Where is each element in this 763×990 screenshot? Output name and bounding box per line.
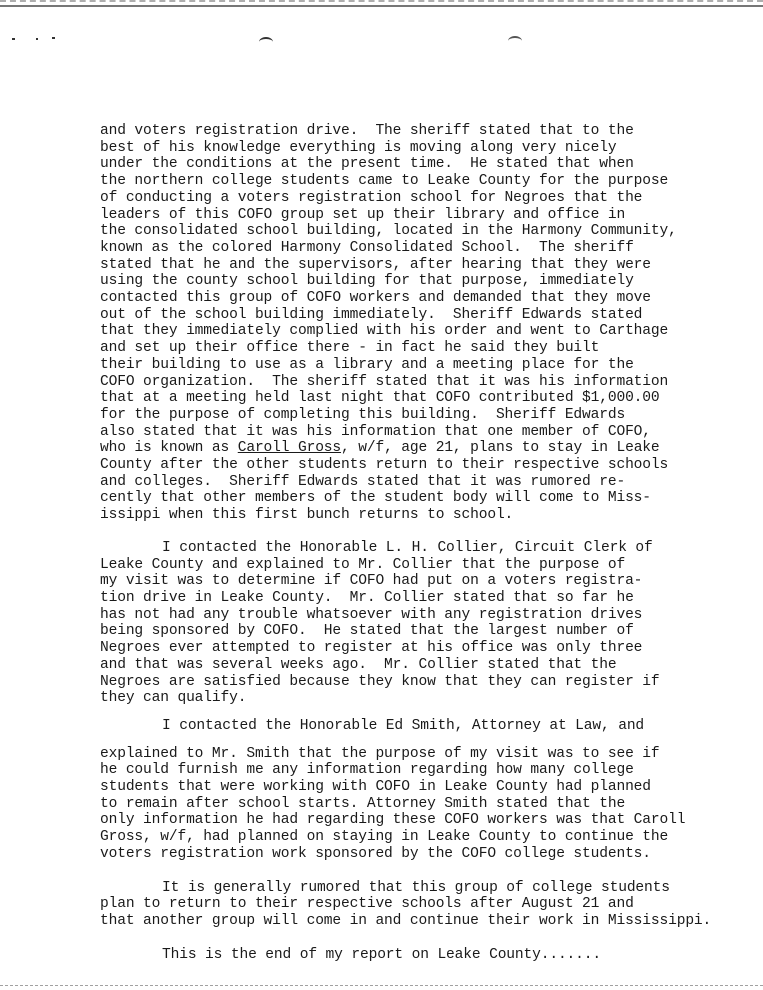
- text-fragment: who is known as: [100, 440, 238, 457]
- text-line: of conducting a voters registration school for Negroes that the: [100, 189, 643, 206]
- text-line: also stated that it was his information that one member of COFO,: [100, 423, 651, 440]
- binder-punch-mark-left: [259, 37, 273, 47]
- text-line: they can qualify.: [100, 690, 247, 707]
- scanned-page-bottom-edge: [0, 985, 763, 988]
- text-line: This is the end of my report on Leake County.......: [162, 946, 601, 963]
- text-line: It is generally rumored that this group of college students: [162, 879, 670, 896]
- text-line: students that were working with COFO in Leake County had planned: [100, 779, 651, 796]
- text-line: being sponsored by COFO. He stated that the largest number of: [100, 623, 634, 640]
- text-line: contacted this group of COFO workers and demanded that they move: [100, 290, 651, 307]
- report-page-body: [100, 123, 760, 963]
- paragraph-sheriff: [100, 123, 760, 524]
- text-line: I contacted the Honorable Ed Smith, Attorney at Law, and: [162, 717, 645, 734]
- scan-speck: [36, 38, 38, 40]
- text-line: County after the other students return to their respective schools: [100, 457, 669, 474]
- scan-speck: [52, 37, 55, 39]
- text-line: and that was several weeks ago. Mr. Collier stated that the: [100, 656, 617, 673]
- text-line: COFO organization. The sheriff stated that it was his information: [100, 373, 669, 390]
- paragraph-smith-intro: [100, 718, 760, 735]
- text-line: voters registration work sponsored by the COFO college students.: [100, 845, 651, 862]
- text-line: to remain after school starts. Attorney Smith stated that the: [100, 795, 626, 812]
- text-line: he could furnish me any information regarding how many college: [100, 762, 634, 779]
- text-line: Leake County and explained to Mr. Collier that the purpose of: [100, 556, 626, 573]
- text-line: plan to return to their respective schools after August 21 and: [100, 896, 634, 913]
- text-line: that at a meeting held last night that COFO contributed $1,000.00: [100, 390, 660, 407]
- text-line: out of the school building immediately. Sheriff Edwards stated: [100, 306, 643, 323]
- text-line: under the conditions at the present time. He stated that when: [100, 156, 634, 173]
- text-line: their building to use as a library and a meeting place for the: [100, 356, 634, 373]
- text-line: using the county school building for that purpose, immediately: [100, 273, 634, 290]
- paragraph-closing: [100, 947, 760, 964]
- text-line: has not had any trouble whatsoever with any registration drives: [100, 606, 643, 623]
- underlined-person-name: Caroll Gross: [237, 440, 342, 457]
- scan-speck: [12, 38, 15, 40]
- text-line: that another group will come in and continue their work in Mississippi.: [100, 912, 712, 929]
- text-line: and set up their office there - in fact he said they built: [100, 340, 600, 357]
- text-line: for the purpose of completing this building. Sheriff Edwards: [100, 406, 626, 423]
- text-line: known as the colored Harmony Consolidated School. The sheriff: [100, 239, 634, 256]
- text-line: the northern college students came to Leake County for the purpose: [100, 173, 669, 190]
- paragraph-collier: [100, 540, 760, 707]
- text-line: best of his knowledge everything is moving along very nicely: [100, 139, 617, 156]
- text-line: my visit was to determine if COFO had put on a voters registra-: [100, 573, 643, 590]
- text-line: cently that other members of the student body will come to Miss-: [100, 490, 651, 507]
- text-line: and voters registration drive. The sheriff stated that to the: [100, 123, 634, 139]
- text-line: issippi when this first bunch returns to school.: [100, 507, 514, 524]
- text-line-with-name: [100, 440, 760, 457]
- paragraph-rumor: [100, 880, 760, 930]
- text-line: Negroes are satisfied because they know that they can register if: [100, 673, 660, 690]
- text-line: only information he had regarding these COFO workers was that Caroll: [100, 812, 686, 829]
- text-line: Negroes ever attempted to register at his office was only three: [100, 640, 643, 657]
- text-line: stated that he and the supervisors, after hearing that they were: [100, 256, 651, 273]
- scanned-page-top-edge: [0, 0, 763, 7]
- text-fragment: , w/f, age 21, plans to stay in Leake: [341, 440, 660, 457]
- text-line: leaders of this COFO group set up their library and office in: [100, 206, 626, 223]
- paragraph-smith: [100, 746, 760, 863]
- text-line: I contacted the Honorable L. H. Collier, Circuit Clerk of: [162, 539, 653, 556]
- text-line: and colleges. Sheriff Edwards stated that it was rumored re-: [100, 473, 626, 490]
- text-line: explained to Mr. Smith that the purpose of my visit was to see if: [100, 745, 660, 762]
- text-line: that they immediately complied with his order and went to Carthage: [100, 323, 669, 340]
- text-line: the consolidated school building, located in the Harmony Community,: [100, 223, 677, 240]
- binder-punch-mark-right: [508, 36, 522, 46]
- text-line: Gross, w/f, had planned on staying in Leake County to continue the: [100, 829, 669, 846]
- text-line: tion drive in Leake County. Mr. Collier stated that so far he: [100, 589, 634, 606]
